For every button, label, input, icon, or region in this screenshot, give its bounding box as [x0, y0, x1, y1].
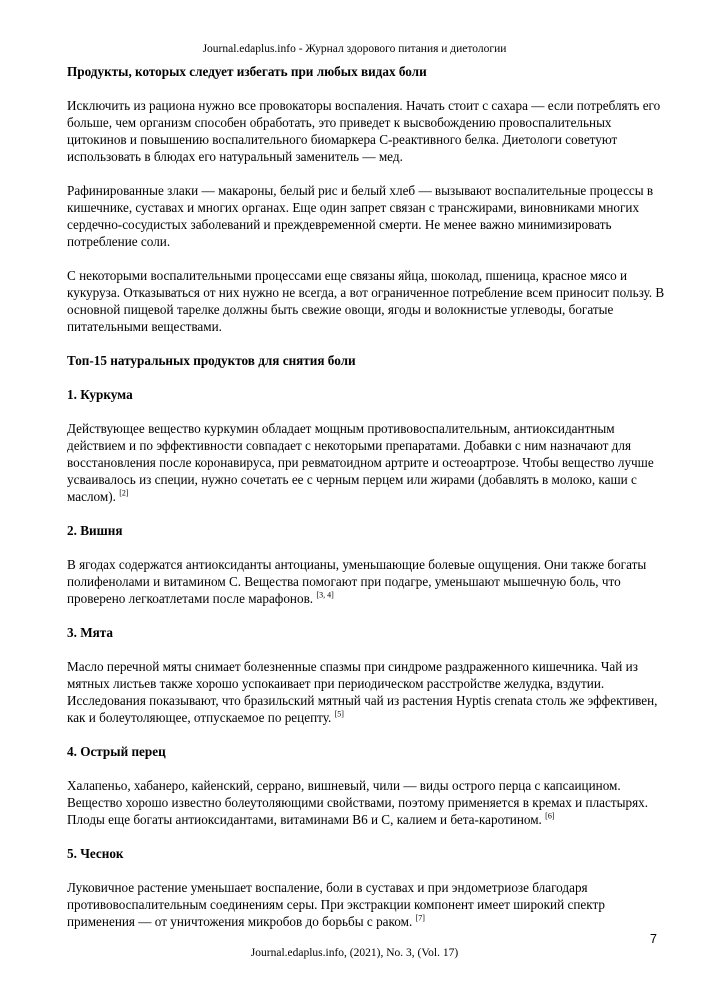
running-footer: Journal.edaplus.info, (2021), No. 3, (Vol. 17)	[250, 947, 459, 959]
item-text-turmeric	[67, 420, 665, 505]
item-title-hot-pepper: 4. Острый перец	[67, 744, 166, 759]
item-title-turmeric: 1. Куркума	[67, 387, 133, 402]
section-heading-avoid: Продукты, которых следует избегать при любых видах боли	[67, 64, 427, 79]
page-number: 7	[650, 932, 657, 946]
item-title-cherry: 2. Вишня	[67, 523, 123, 538]
item-body: Действующее вещество куркумин обладает мощным противовоспалительным, антиоксидантным действием и по эффективности совпадает с некоторыми препаратами. Добавки с ним назначают для восстановления после коронавируса, при ревматоидном артрите и остеоартрозе. Чтобы вещество лучше усваивалось из специи, нужно сочетать ее с черным перцем или жирами (добавлять в молоко, каши с маслом).	[67, 421, 654, 504]
item-text-cherry	[67, 556, 665, 607]
section-heading-top15: Топ-15 натуральных продуктов для снятия боли	[67, 353, 356, 368]
citation-ref: [3, 4]	[316, 590, 334, 600]
paragraph: Исключить из рациона нужно все провокаторы воспаления. Начать стоит с сахара — если потреблять его больше, чем организм способен обработать, это приведет к высвобождению провоспалительных цитокинов и повышению воспалительного биомаркера С-реактивного белка. Диетологи советуют использовать в блюдах его натуральный заменитель — мед.	[67, 98, 661, 164]
article-body	[67, 63, 665, 947]
item-text-garlic	[67, 879, 665, 930]
citation-ref: [6]	[545, 811, 555, 821]
item-body: Луковичное растение уменьшает воспаление, боли в суставах и при эндометриозе благодаря противовоспалительным соединениям серы. При экстракции компонент имеет широкий спектр применения — от уничтожения микробов до борьбы с раком.	[67, 880, 605, 929]
citation-ref: [2]	[119, 488, 129, 498]
item-text-mint	[67, 658, 665, 726]
item-body: В ягодах содержатся антиоксиданты антоцианы, уменьшающие болевые ощущения. Они также богаты полифенолами и витамином С. Вещества помогают при подагре, уменьшают мышечную боль, что проверено легкоатлетами после марафонов.	[67, 557, 647, 606]
item-title-garlic: 5. Чеснок	[67, 846, 124, 861]
paragraph: Рафинированные злаки — макароны, белый рис и белый хлеб — вызывают воспалительные процессы в кишечнике, суставах и многих органах. Еще один запрет связан с трансжирами, виновниками многих сердечно-сосудистых заболеваний и преждевременной смерти. Не менее важно минимизировать потребление соли.	[67, 183, 654, 249]
item-text-hot-pepper	[67, 777, 665, 828]
item-body: Масло перечной мяты снимает болезненные спазмы при синдроме раздраженного кишечника. Чай из мятных листьев также хорошо успокаивает при периодическом расстройстве желудка, вздутии. Исследования показывают, что бразильский мятный чай из растения Hyptis crenata столь же эффективен, как и болеутоляющее, отпускаемое по рецепту.	[67, 659, 658, 725]
item-title-mint: 3. Мята	[67, 625, 114, 640]
paragraph: С некоторыми воспалительными процессами еще связаны яйца, шоколад, пшеница, красное мясо и кукуруза. Отказываться от них нужно не всегда, а вот ограниченное потребление всем приносит пользу. В основной пищевой тарелке должны быть свежие овощи, ягоды и волокнистые углеводы, богатые питательными веществами.	[67, 268, 665, 334]
citation-ref: [7]	[415, 913, 425, 923]
item-body: Халапеньо, хабанеро, кайенский, серрано, вишневый, чили — виды острого перца с капсаицином. Вещество хорошо известно болеутоляющими свойствами, поэтому применяется в кремах и пластырях. Плоды еще богаты антиоксидантами, витаминами B6 и C, калием и бета-каротином.	[67, 778, 649, 827]
running-header: Journal.edaplus.info - Журнал здорового питания и диетологии	[202, 43, 507, 55]
citation-ref: [5]	[334, 709, 344, 719]
